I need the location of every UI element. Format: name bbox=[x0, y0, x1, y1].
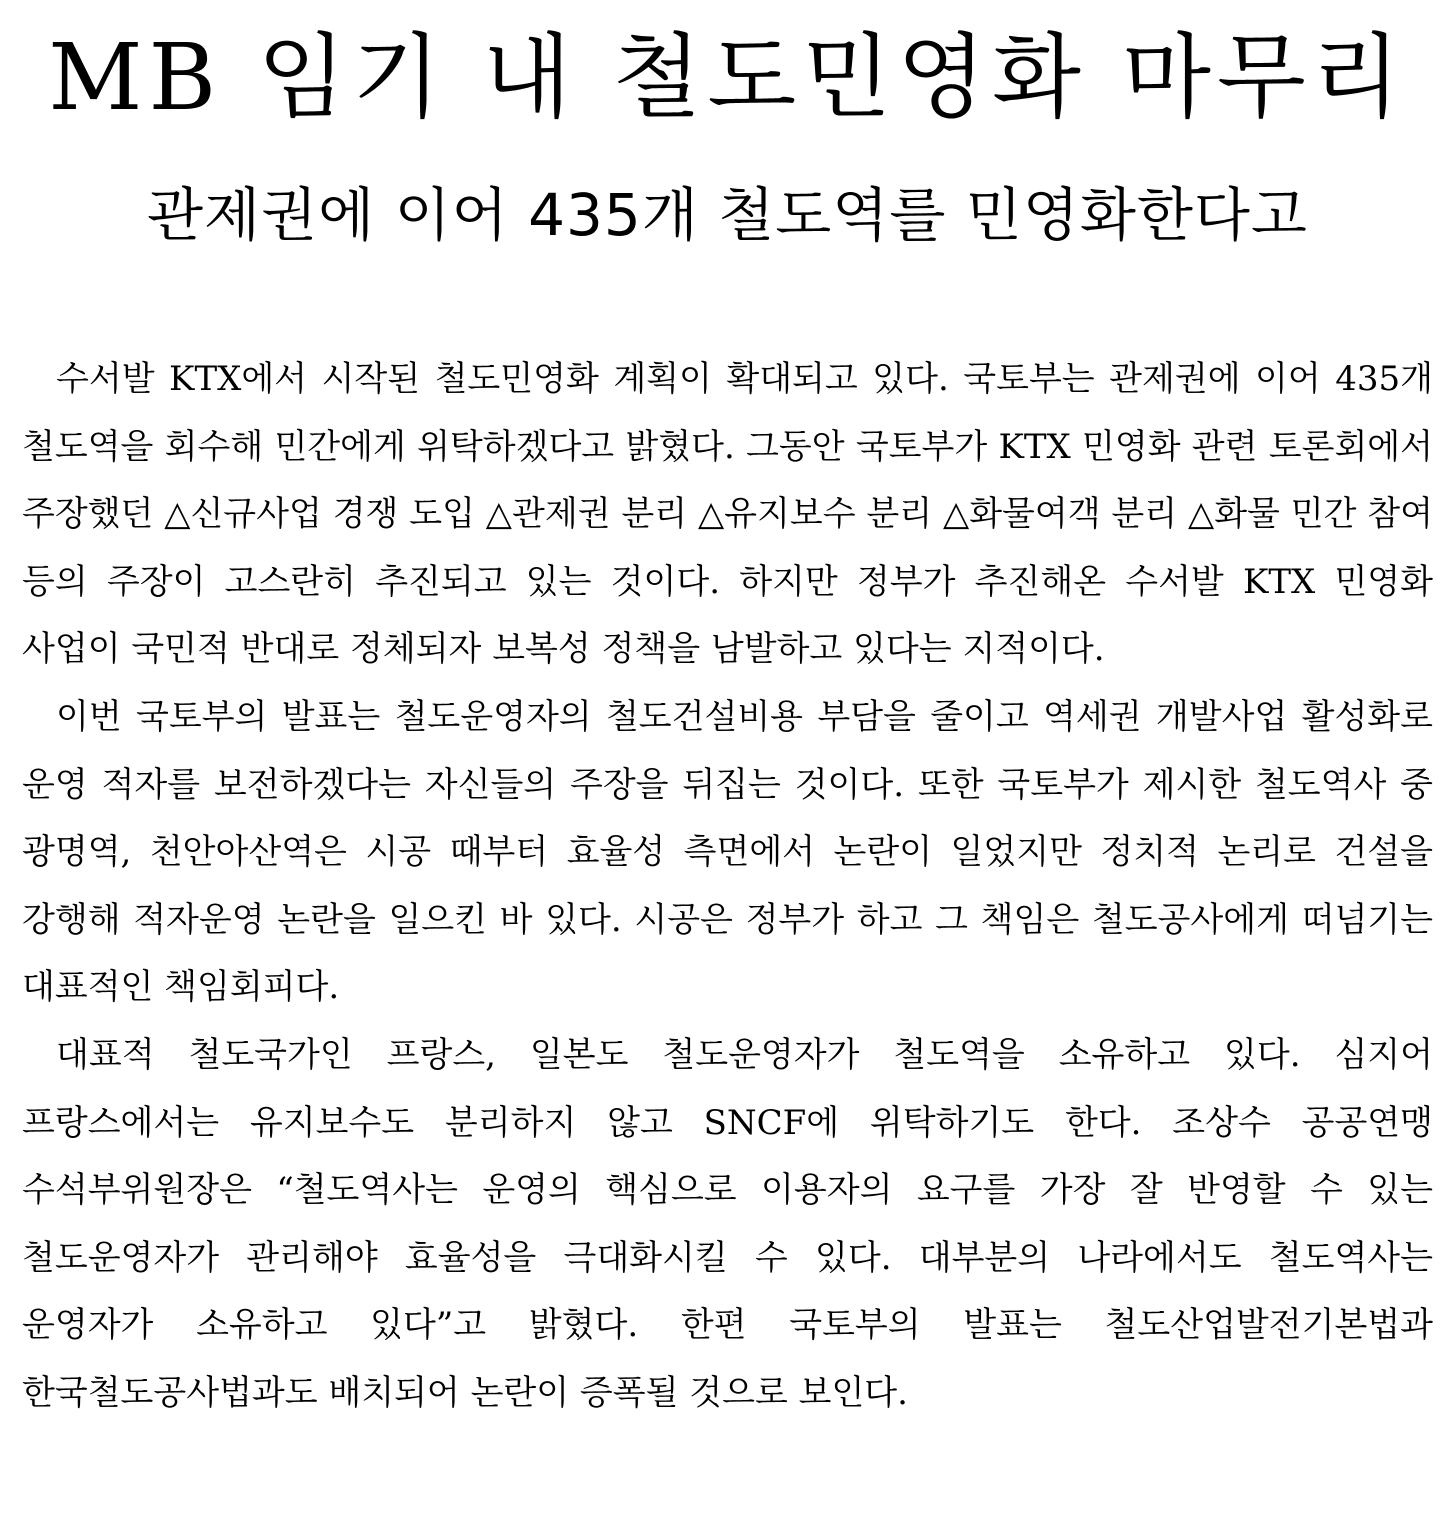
paragraph-2: 이번 국토부의 발표는 철도운영자의 철도건설비용 부담을 줄이고 역세권 개발사업 활성화로 운영 적자를 보전하겠다는 자신들의 주장을 뒤집는 것이다. 또한 국토부가 제시한 철도역사 중 광명역, 천안아산역은 시공 때부터 효율성 측면에서 논란이 일었지만 정치적 논리로 건설을 강행해 적자운영 논란을 일으킨 바 있다. 시공은 정부가 하고 그 책임은 철도공사에게 떠넘기는 대표적인 책임회피다. bbox=[22, 696, 1433, 1008]
headline: MB 임기 내 철도민영화 마무리 bbox=[48, 24, 1407, 131]
article-body bbox=[22, 346, 1433, 1428]
paragraph-1: 수서발 KTX에서 시작된 철도민영화 계획이 확대되고 있다. 국토부는 관제권에 이어 435개 철도역을 회수해 민간에게 위탁하겠다고 밝혔다. 그동안 국토부가 KTX 민영화 관련 토론회에서 주장했던 △신규사업 경쟁 도입 △관제권 분리 △유지보수 분리 △화물여객 분리 △화물 민간 참여 등의 주장이 고스란히 추진되고 있는 것이다. 하지만 정부가 추진해온 수서발 KTX 민영화 사업이 국민적 반대로 정체되자 보복성 정책을 남발하고 있다는 지적이다. bbox=[22, 359, 1433, 670]
paragraph-3: 대표적 철도국가인 프랑스, 일본도 철도운영자가 철도역을 소유하고 있다. 심지어 프랑스에서는 유지보수도 분리하지 않고 SNCF에 위탁하기도 한다. 조상수 공공연맹 수석부위원장은 “철도역사는 운영의 핵심으로 이용자의 요구를 가장 잘 반영할 수 있는 철도운영자가 관리해야 효율성을 극대화시킬 수 있다. 대부분의 나라에서도 철도역사는 운영자가 소유하고 있다”고 밝혔다. 한편 국토부의 발표는 철도산업발전기본법과 한국철도공사법과도 배치되어 논란이 증폭될 것으로 보인다. bbox=[22, 1034, 1433, 1413]
subheadline: 관제권에 이어 435개 철도역를 민영화한다고 bbox=[147, 181, 1308, 249]
